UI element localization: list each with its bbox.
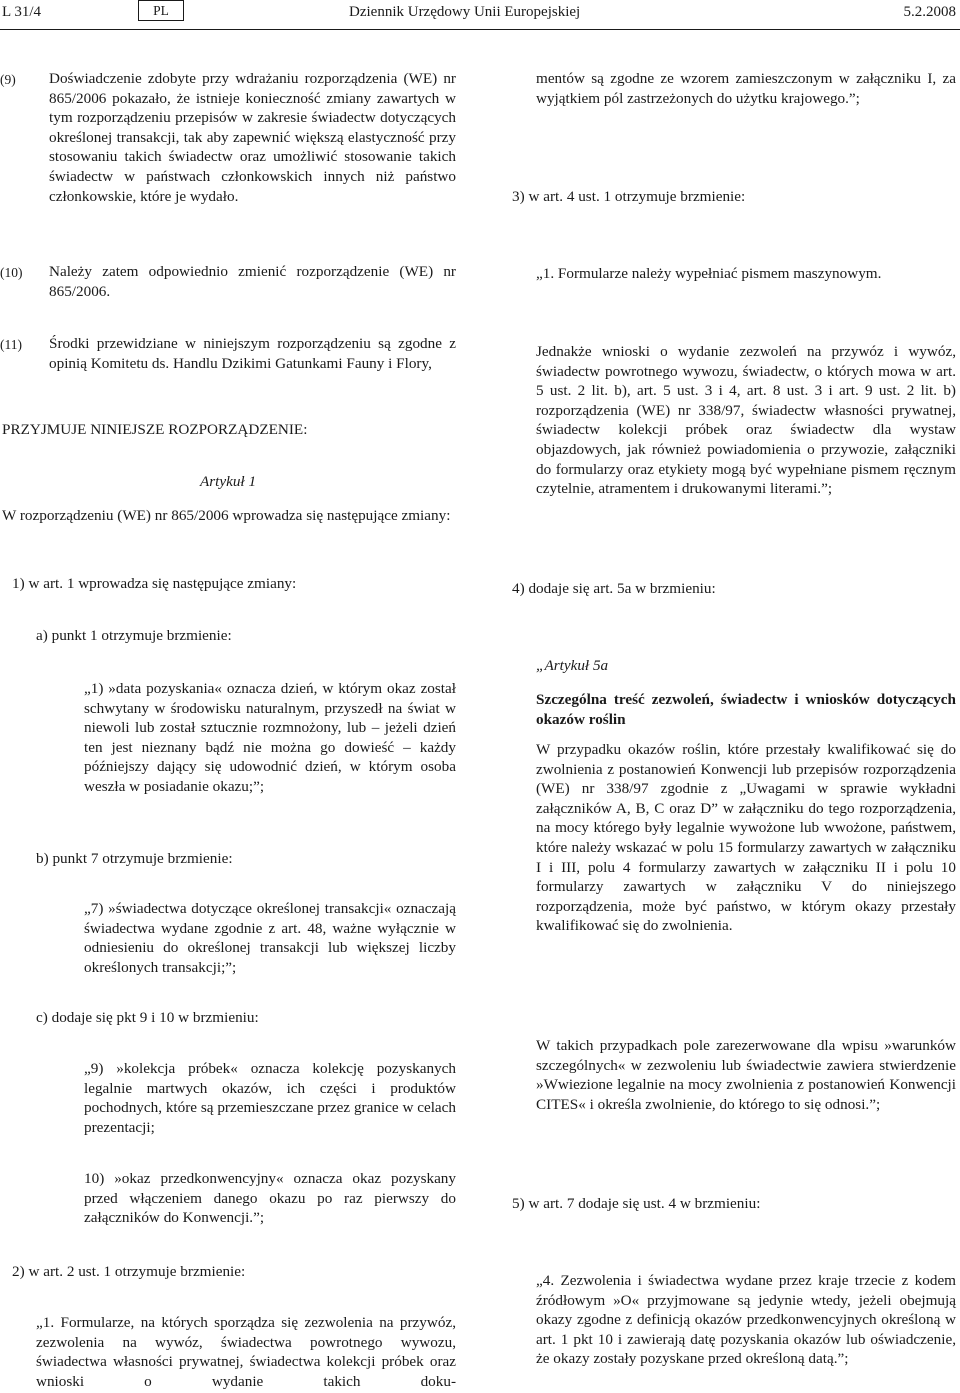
amendment-5-text: „4. Zezwolenia i świadectwa wydane przez kraje trzecie z kodem źródłowym »O« przyjmowane są jedynie wtedy, jeżeli obejmują okazy zgodne z definicją okazów przedkonwencyjnych określoną w art. 1 pkt 10 i zawierają datę pozyskania okazów lub oświadczenie, że okazy zostały pozyskane przed określoną datą.”; bbox=[536, 1272, 956, 1368]
amendment-1b-text: „7) »świadectwa dotyczące określonej transakcji« oznaczają świadectwa wydane zgodnie z art. 48, ważne wyłącznie w odniesieniu do określonej transakcji lub większej liczby określonych transakcji;”; bbox=[84, 900, 456, 976]
amendment-1c-point-10: 10) »okaz przedkonwencyjny« oznacza okaz pozyskany przed włączeniem danego okazu po raz pierwszy do załączników do Konwencji.”; bbox=[84, 1170, 456, 1227]
recital-10 bbox=[0, 262, 456, 301]
amendment-5-label: 5) w art. 7 dodaje się ust. 4 w brzmieniu: bbox=[512, 1195, 761, 1212]
article-5a-paragraph-1: W przypadku okazów roślin, które przestały kwalifikować się do zwolnienia z postanowień Konwencji lub przepisów rozporządzenia (WE) nr 338/97 zgodnie z „Uwagami w sprawie wykładni załączników A, B, C oraz D” w załączniku do tego rozporządzenia, na mocy którego były legalnie wywożone lub wwożone, państwem, które należy wskazać w polu 15 formularzy zawartych w załączniku I i III, polu 4 formularzy zawartych w załączniku II i polu 10 formularzy zawartych w załączniku V do niniejszego rozporządzenia, może być państwo, w którym okazy przestały kwalifikować się do zwolnienia. bbox=[536, 741, 956, 935]
recital-9-number: (9) bbox=[0, 72, 16, 87]
amendment-3-label: 3) w art. 4 ust. 1 otrzymuje brzmienie: bbox=[512, 188, 746, 205]
recital-11 bbox=[0, 334, 456, 373]
journal-title: Dziennik Urzędowy Unii Europejskiej bbox=[349, 4, 581, 20]
amendment-4-label: 4) dodaje się art. 5a w brzmieniu: bbox=[512, 580, 716, 597]
amendment-1-label: 1) w art. 1 wprowadza się następujące zmiany: bbox=[12, 575, 297, 592]
amendment-1b-label: b) punkt 7 otrzymuje brzmienie: bbox=[36, 850, 233, 867]
article-1-intro: W rozporządzeniu (WE) nr 865/2006 wprowadza się następujące zmiany: bbox=[2, 507, 451, 524]
amendment-3-first-paragraph: „1. Formularze należy wypełniać pismem maszynowym. bbox=[536, 265, 882, 282]
header-rule bbox=[0, 29, 960, 30]
amendment-3-second-paragraph: Jednakże wnioski o wydanie zezwoleń na przywóz i wywóz, świadectw powrotnego wywozu, świadectw, o których mowa w art. 5 ust. 2 lit. b), art. 5 ust. 3 i 4, art. 8 ust. 3 i art. 9 ust. 2 lit. b) rozporządzenia (WE) nr 338/97, świadectw własności prywatnej, świadectw kolekcji próbek oraz świadectw dla wystaw objazdowych, jak również powiadomienia o przywozie, załączniki do formularzy oraz etykiety mogą być wypełniane pismem ręcznym czytelnie, atramentem i drukowanymi literami.”; bbox=[536, 343, 956, 498]
adoption-formula: PRZYJMUJE NINIEJSZE ROZPORZĄDZENIE: bbox=[2, 421, 308, 438]
recital-10-text: Należy zatem odpowiednio zmienić rozporządzenie (WE) nr 865/2006. bbox=[49, 263, 456, 300]
recital-9-text: Doświadczenie zdobyte przy wdrażaniu rozporządzenia (WE) nr 865/2006 pokazało, że istnieje konieczność zmiany zawartych w tym rozporządzeniu przepisów w zakresie świadectw dotyczących określonej transakcji, tak aby zapewnić większą elastyczność przy stosowaniu takich świadectw oraz umożliwić stosowanie takich świadectw w państwach członkowskich innych niż państwo członkowskie, które je wydało. bbox=[49, 70, 456, 205]
amendment-2-label: 2) w art. 2 ust. 1 otrzymuje brzmienie: bbox=[12, 1263, 246, 1280]
publication-date: 5.2.2008 bbox=[903, 4, 956, 20]
article-5a-title: Szczególna treść zezwoleń, świadectw i wniosków dotyczących okazów roślin bbox=[536, 691, 956, 728]
amendment-1a-label: a) punkt 1 otrzymuje brzmienie: bbox=[36, 627, 232, 644]
page-header bbox=[0, 0, 960, 30]
article-5a-paragraph-2: W takich przypadkach pole zarezerwowane dla wpisu »warunków szczególnych« w zezwoleniu lub świadectwie zawiera stwierdzenie »Wwiezione legalnie na mocy zwolnienia z postanowień Konwencji CITES« i określa zwolnienie, do którego to się odnosi.”; bbox=[536, 1037, 956, 1113]
language-badge bbox=[138, 0, 184, 21]
recital-10-number: (10) bbox=[0, 265, 23, 280]
amendment-1c-point-9: „9) »kolekcja próbek« oznacza kolekcję pozyskanych legalnie martwych okazów, ich części i produktów pochodnych, które są przemieszczane przez granice w celach prezentacji; bbox=[84, 1060, 456, 1136]
page-number: L 31/4 bbox=[2, 4, 42, 20]
amendment-1a-text: „1) »data pozyskania« oznacza dzień, w którym okaz został schwytany w środowisku naturalnym, przyszedł na świat w niewoli lub został sztucznie rozmnożony, lub – jeżeli dzień ten jest nieznany bądź nie można go dowieść – każdy późniejszy dający się udowodnić dzień, w którym osoba weszła w posiadanie okazu;”; bbox=[84, 680, 456, 795]
amendment-2-text: „1. Formularze, na których sporządza się zezwolenia na przywóz, zezwolenia na wywóz, świadectwa powrotnego wywozu, świadectwa własności prywatnej, świadectwa kolekcji próbek oraz wnioski o wydanie takich doku- bbox=[36, 1314, 456, 1390]
recital-9 bbox=[0, 69, 456, 206]
amendment-2-continuation: mentów są zgodne ze wzorem zamieszczonym w załączniku I, za wyjątkiem pól zastrzeżonych do użytku krajowego.”; bbox=[536, 70, 956, 107]
amendment-1c-label: c) dodaje się pkt 9 i 10 w brzmieniu: bbox=[36, 1009, 259, 1026]
language-code: PL bbox=[153, 3, 169, 18]
article-1-heading: Artykuł 1 bbox=[199, 473, 257, 490]
article-5a-heading: „Artykuł 5a bbox=[536, 657, 609, 674]
recital-11-number: (11) bbox=[0, 337, 22, 352]
recital-11-text: Środki przewidziane w niniejszym rozporządzeniu są zgodne z opinią Komitetu ds. Handlu Dzikimi Gatunkami Fauny i Flory, bbox=[49, 335, 456, 372]
